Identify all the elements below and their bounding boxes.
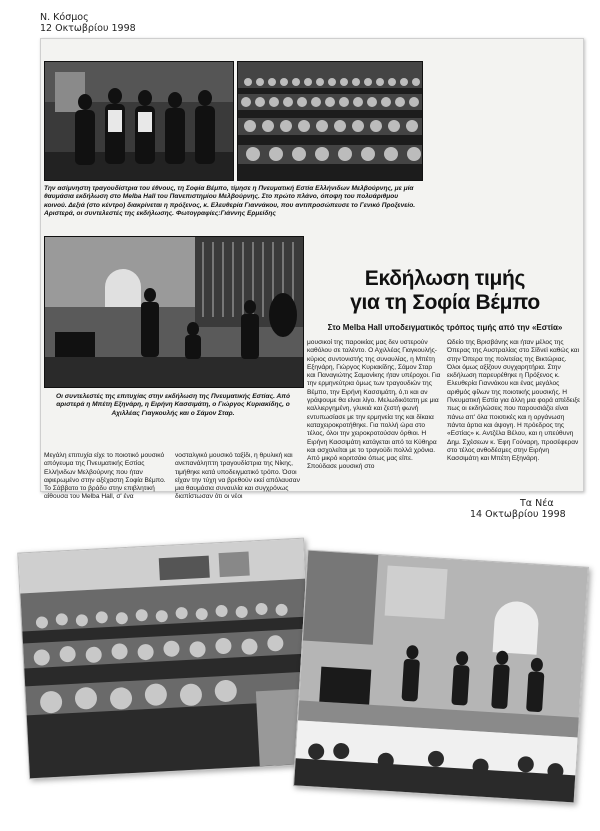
article-column-1: Μεγάλη επιτυχία είχε το ποιοτικό μουσικό απόγευμα της Πνευματικής Εστίας Ελλήνιδων Μελβούρνης που ήταν αφιερωμένο στην αξέχαστη Σοφία Βέμπο. Το Σάββατο το βράδυ στην επιβλητική αίθουσα του Melba Hall, σ' ένα (44, 452, 166, 501)
stage-performance-photo (293, 550, 589, 804)
publication-date-2: 14 Οκτωβρίου 1998 (470, 509, 566, 520)
concert-stage-photo (44, 236, 304, 388)
stage-photo-caption: Οι συντελεστές της επιτυχίας στην εκδήλωση της Πνευματικής Εστίας. Από αριστερά η Μπέτη Εξηνάρη, η Ειρήνη Κασσιμάτη, ο Γιώργος Κυριακίδης, ο Αχιλλέας Γιαγκουλής και ο Σάμον Σταρ. (56, 393, 290, 417)
publication-name-2: Τα Νέα (520, 498, 554, 509)
performers-photo (44, 61, 234, 181)
hall-audience-photo (17, 538, 315, 780)
newspaper-clipping (40, 38, 584, 501)
article-subheadline: Στο Melba Hall υποδειγματικός τρόπος τιμής από την «Εστία» (327, 323, 563, 332)
article-column-2: νοσταλγικό μουσικό ταξίδι, η θρυλική και ανεπανάληπτη τραγουδίστρια της Νίκης, τιμήθηκε κατά υποδειγματικό τρόπο. Όσοι είχαν την τύχη να βρεθούν εκεί απόλαυσαν μια θαυμάσια συναυλία και συγχρόνως διαπίστωσαν ότι οι νέοι (175, 452, 300, 501)
article-column-4: Ωδείο της Βρισβάνης και ήταν μέλος της Όπερας της Αυστραλίας στο Σίδνεϊ καθώς και στην Όπερα της πολιτείας της Βικτώριας. Όλοι όμως αξίζουν συγχαρητήρια. Στην εκδήλωση παρευρέθηκε η Πρόξενος κ. Ελευθερία Γιαννάκου και ένας μεγάλος αριθμός φίλων της ποιοτικής μουσικής. Η Πνευματική Εστία για άλλη μια φορά απέδειξε πως οι εκδηλώσεις που παρουσιάζει είναι πάνω απ' όλα ποιοτικές και η οργάνωση πάντα άρτια και άψογη. Η πρόεδρος της «Εστίας» κ. Αντζέλα Βέλου, και η υπεύθυνη Δημ. Σχέσεων κ. Έφη Γούναρη, προσέφεραν στο τέλος ανθοδέσμες στην Ειρήνη Κασσιμάτη και Μπέτη Εξηνάρη. (447, 339, 581, 463)
headline-line-1: Εκδήλωση τιμής (364, 267, 526, 290)
publication-name: Ν. Κόσμος (40, 12, 89, 23)
article-headline (307, 267, 583, 315)
audience-photo (237, 61, 423, 181)
source-label-ta-nea (470, 498, 566, 520)
headline-line-2: για τη Σοφία Βέμπο (350, 291, 540, 314)
top-photo-caption: Την ασίμνηστη τραγουδίστρια του έθνους, τη Σοφία Βέμπο, τίμησε η Πνευματική Εστία Ελλήνιδων Μελβούρνης, με μία θαυμάσια εκδήλωση στο Melba Hall του Πανεπιστημίου Μελβούρνης. Στο πρώτο πλάνο, όποψη του πολυάριθμου κοινού. Δεξιά (στο κέντρο) διακρίνεται η πρόξενος, κ. Ελευθερία Γιαννάκου, που αντιπροσώπευσε το Γενικό Προξενείο. Αριστερά, οι συντελεστές της εκδήλωσης. Φωτογραφίες:Γιάννης Ερμείδης (44, 185, 416, 218)
source-label-neos-kosmos (40, 12, 136, 34)
article-column-3: μουσικοί της παροικίας μας δεν υστερούν καθόλου σε ταλέντο. Ο Αχιλλέας Γιαγκουλής-κύριος συντονιστής της συναυλίας, η Μπέτη Εξηνάρη, Γιώργος Κυριακίδης, Σάμον Σταρ και Παναγιώτης Σαμονίκης ήταν υπέροχοι. Για την ερμηνεύτρια όμως των τραγουδιών της Βέμπο, την Ειρήνη Κασσιμάτη, ό,τι και αν γράψουμε θα είναι λίγο. Μελωδικότατη με μια καλλιεργημένη, γλυκιά και ζεστή φωνή εντυπωσίασε με την ερμηνεία της και δίκαια καταχειροκροτήθηκε. Για πολλή ώρα στο τέλος, όλοι την χειροκροτούσαν όρθιοι. Η Ειρήνη Κασσιμάτη κατάγεται από τα Κύθηρα και ασχολείται με το τραγούδι πολλά χρόνια. Από μικρό κοριτσάκι όπως μας είπε. Σπούδασε μουσική στο (307, 339, 441, 471)
publication-date: 12 Οκτωβρίου 1998 (40, 23, 136, 34)
